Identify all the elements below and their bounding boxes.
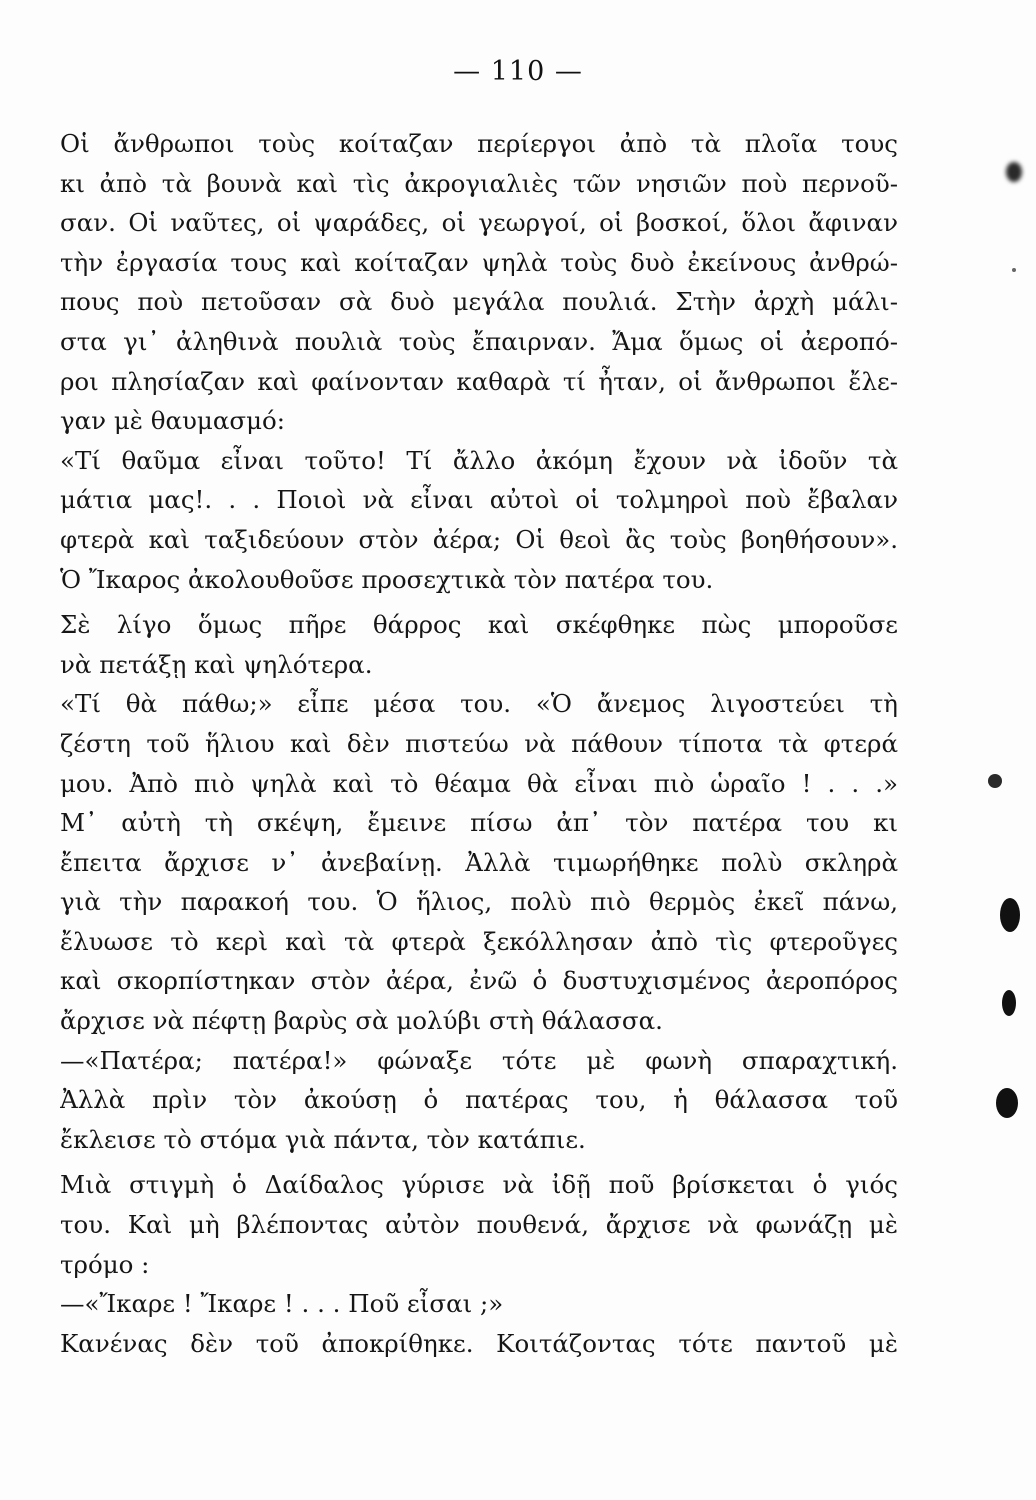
text-line: γιὰ τὴν παρακοή του. Ὁ ἥλιος, πολὺ πιὸ θερμὸς ἐκεῖ πάνω, <box>60 887 898 917</box>
page-number: — 110 — <box>453 56 583 87</box>
text-line: σαν. Οἱ ναῦτες, οἱ ψαράδες, οἱ γεωργοί, οἱ βοσκοί, ὅλοι ἄφιναν <box>60 208 898 238</box>
text-line: γαν μὲ θαυμασμό: <box>60 406 286 436</box>
text-line: τὴν ἐργασία τους καὶ κοίταζαν ψηλὰ τοὺς δυὸ ἐκείνους ἀνθρώ- <box>60 247 898 277</box>
text-line: «Τί θαῦμα εἶναι τοῦτο! Τί ἄλλο ἀκόμη ἔχουν νὰ ἰδοῦν τὰ <box>60 445 898 475</box>
text-line: Μιὰ στιγμὴ ὁ Δαίδαλος γύρισε νὰ ἰδῇ ποῦ βρίσκεται ὁ γιός <box>60 1170 898 1200</box>
text-line: ἔκλεισε τὸ στόμα γιὰ πάντα, τὸν κατάπιε. <box>60 1124 586 1154</box>
text-line: τρόμο : <box>60 1249 150 1279</box>
body-text <box>60 124 898 1363</box>
text-line: ροι πλησίαζαν καὶ φαίνονταν καθαρὰ τί ἦταν, οἱ ἄνθρωποι ἔλε- <box>60 366 898 396</box>
text-line: ἄρχισε νὰ πέφτῃ βαρὺς σὰ μολύβι στὴ θάλασσα. <box>60 1006 663 1036</box>
text-line: Σὲ λίγο ὅμως πῆρε θάρρος καὶ σκέφθηκε πὼς μποροῦσε <box>60 610 898 640</box>
text-line: Μ᾿ αὐτὴ τὴ σκέψη, ἔμεινε πίσω ἀπ᾿ τὸν πατέρα του κι <box>60 808 898 838</box>
ink-blot <box>1006 162 1022 182</box>
ink-blot <box>1000 898 1020 932</box>
text-line: —«Ἴκαρε ! Ἴκαρε ! . . . Ποῦ εἶσαι ;» <box>60 1289 504 1319</box>
text-line: ἔλυωσε τὸ κερὶ καὶ τὰ φτερὰ ξεκόλλησαν ἀπὸ τὶς φτεροῦγες <box>60 926 898 956</box>
text-line: ἔπειτα ἄρχισε ν᾿ ἀνεβαίνῃ. Ἀλλὰ τιμωρήθηκε πολὺ σκληρὰ <box>60 847 898 877</box>
text-line: Ἀλλὰ πρὶν τὸν ἀκούσῃ ὁ πατέρας του, ἡ θάλασσα τοῦ <box>60 1085 898 1115</box>
text-line: Ὁ Ἴκαρος ἀκολουθοῦσε προσεχτικὰ τὸν πατέρα του. <box>60 564 714 594</box>
ink-blot <box>988 774 1002 788</box>
text-line: Κανένας δὲν τοῦ ἀποκρίθηκε. Κοιτάζοντας τότε παντοῦ μὲ <box>60 1328 898 1358</box>
text-line: —«Πατέρα; πατέρα!» φώναξε τότε μὲ φωνὴ σπαραχτική. <box>60 1045 898 1075</box>
text-line: «Τί θὰ πάθω;» εἶπε μέσα του. «Ὁ ἄνεμος λιγοστεύει τὴ <box>60 689 898 719</box>
text-line: μάτια μας!. . . Ποιοὶ νὰ εἶναι αὐτοὶ οἱ τολμηροὶ ποὺ ἔβαλαν <box>60 485 898 515</box>
text-line: κι ἀπὸ τὰ βουνὰ καὶ τὶς ἀκρογιαλιὲς τῶν νησιῶν ποὺ περνοῦ- <box>60 168 898 198</box>
text-line: καὶ σκορπίστηκαν στὸν ἀέρα, ἐνῶ ὁ δυστυχισμένος ἀεροπόρος <box>60 966 898 996</box>
text-line: στα γι᾿ ἀληθινὰ πουλιὰ τοὺς ἔπαιρναν. Ἄμα ὅμως οἱ ἀεροπό- <box>60 326 898 356</box>
text-line: του. Καὶ μὴ βλέποντας αὐτὸν πουθενά, ἄρχισε νὰ φωνάζῃ μὲ <box>60 1210 898 1240</box>
text-line: φτερὰ καὶ ταξιδεύουν στὸν ἀέρα; Οἱ θεοὶ ἂς τοὺς βοηθήσουν». <box>60 524 898 554</box>
ink-blot <box>996 1088 1018 1118</box>
text-line: νὰ πετάξῃ καὶ ψηλότερα. <box>60 649 373 679</box>
ink-blot <box>1012 268 1016 272</box>
text-line: μου. Ἀπὸ πιὸ ψηλὰ καὶ τὸ θέαμα θὰ εἶναι πιὸ ὡραῖο ! . . .» <box>60 768 898 798</box>
ink-blot <box>1002 990 1016 1016</box>
text-line: πους ποὺ πετοῦσαν σὰ δυὸ μεγάλα πουλιά. Στὴν ἀρχὴ μάλι- <box>60 287 898 317</box>
text-line: ζέστη τοῦ ἥλιου καὶ δὲν πιστεύω νὰ πάθουν τίποτα τὰ φτερά <box>60 728 898 758</box>
text-line: Οἱ ἄνθρωποι τοὺς κοίταζαν περίεργοι ἀπὸ τὰ πλοῖα τους <box>60 129 898 158</box>
